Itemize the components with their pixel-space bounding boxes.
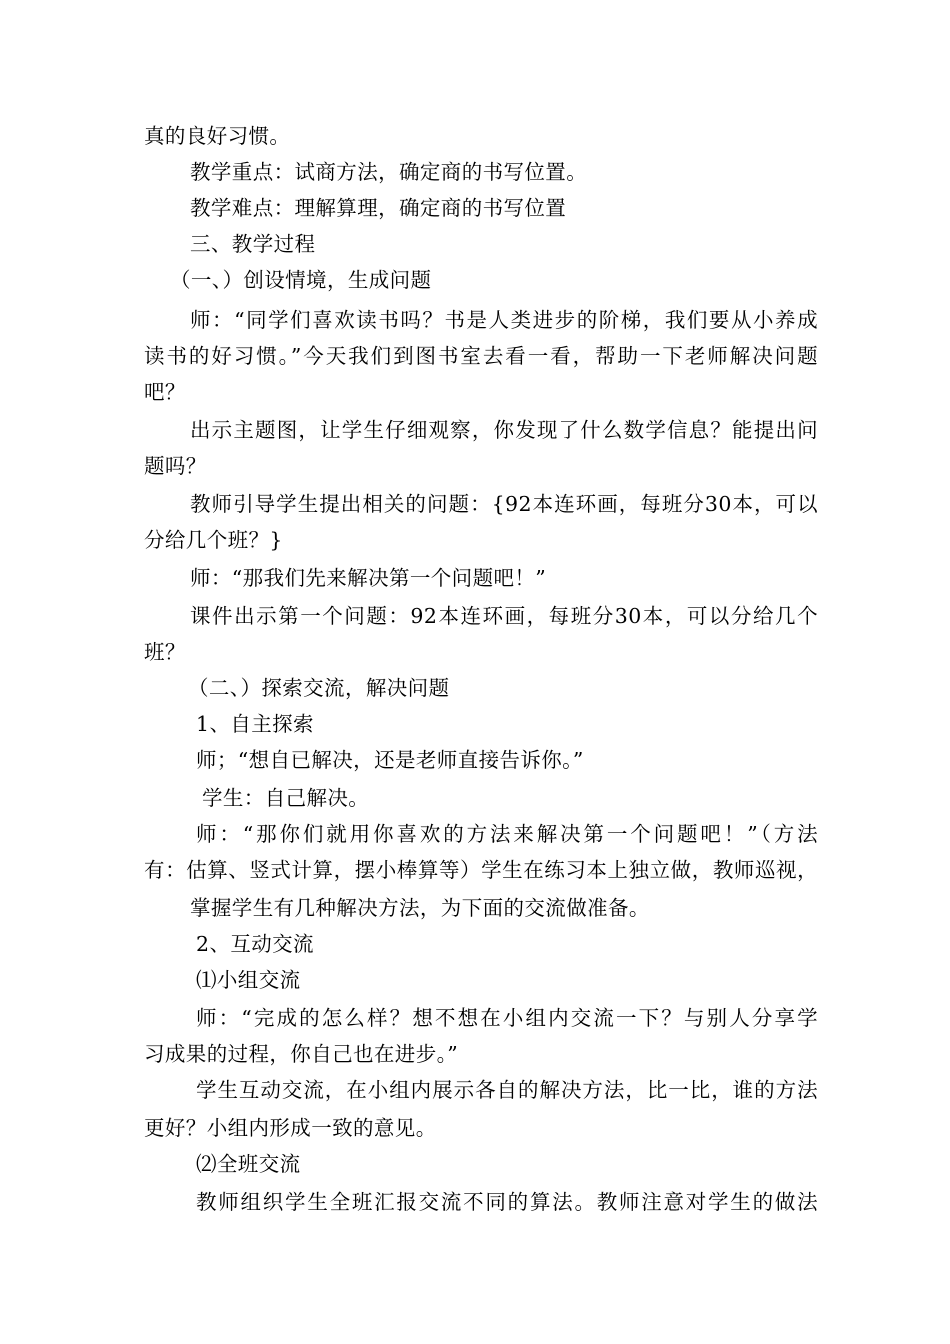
text-line: 教学难点：理解算理，确定商的书写位置: [190, 196, 567, 220]
text-line: 真的良好习惯。: [144, 124, 291, 148]
text-line: 班？: [144, 640, 186, 664]
text-line: 题吗？: [144, 454, 207, 478]
step-heading: 1、自主探索: [196, 712, 314, 736]
text-line: 学生互动交流，在小组内展示各自的解决方法，比一比，谁的方法: [196, 1078, 818, 1102]
text-line: 师：“那你们就用你喜欢的方法来解决第一个问题吧！”（方法: [196, 822, 818, 846]
substep-heading: ⑵全班交流: [196, 1152, 301, 1176]
text-line: 习成果的过程，你自己也在进步。”: [144, 1042, 459, 1066]
text-line: 分给几个班？}: [144, 528, 283, 552]
text-line: 师：“同学们喜欢读书吗？书是人类进步的阶梯，我们要从小养成: [190, 308, 818, 332]
text-line: 师；“想自已解决，还是老师直接告诉你。”: [196, 748, 584, 772]
text-line: 掌握学生有几种解决方法，为下面的交流做准备。: [190, 896, 650, 920]
text-line: 教学重点：试商方法，确定商的书写位置。: [190, 160, 588, 184]
substep-heading: ⑴小组交流: [196, 968, 301, 992]
text-line: 师：“那我们先来解决第一个问题吧！”: [190, 566, 547, 590]
text-line: 吧？: [144, 380, 186, 404]
text-line: 教师引导学生提出相关的问题：{92本连环画，每班分30本，可以: [190, 492, 818, 516]
text-line: 有：估算、竖式计算，摆小棒算等）学生在练习本上独立做，教师巡视，: [144, 858, 818, 882]
text-line: 教师组织学生全班汇报交流不同的算法。教师注意对学生的做法: [196, 1190, 818, 1214]
section-heading: 三、教学过程: [190, 232, 316, 256]
text-line: 读书的好习惯。”今天我们到图书室去看一看，帮助一下老师解决问题: [144, 344, 818, 368]
text-line: 出示主题图，让学生仔细观察，你发现了什么数学信息？能提出问: [190, 418, 818, 442]
step-heading: 2、互动交流: [196, 932, 314, 956]
text-line: 课件出示第一个问题：92本连环画，每班分30本，可以分给几个: [190, 604, 818, 628]
text-line: 更好？小组内形成一致的意见。: [144, 1116, 437, 1140]
text-line: 学生：自己解决。: [202, 786, 370, 810]
subsection-heading: （一、）创设情境，生成问题: [170, 268, 432, 292]
subsection-heading: （二、）探索交流，解决问题: [188, 676, 450, 700]
text-line: 师：“完成的怎么样？想不想在小组内交流一下？与别人分享学: [196, 1006, 818, 1030]
